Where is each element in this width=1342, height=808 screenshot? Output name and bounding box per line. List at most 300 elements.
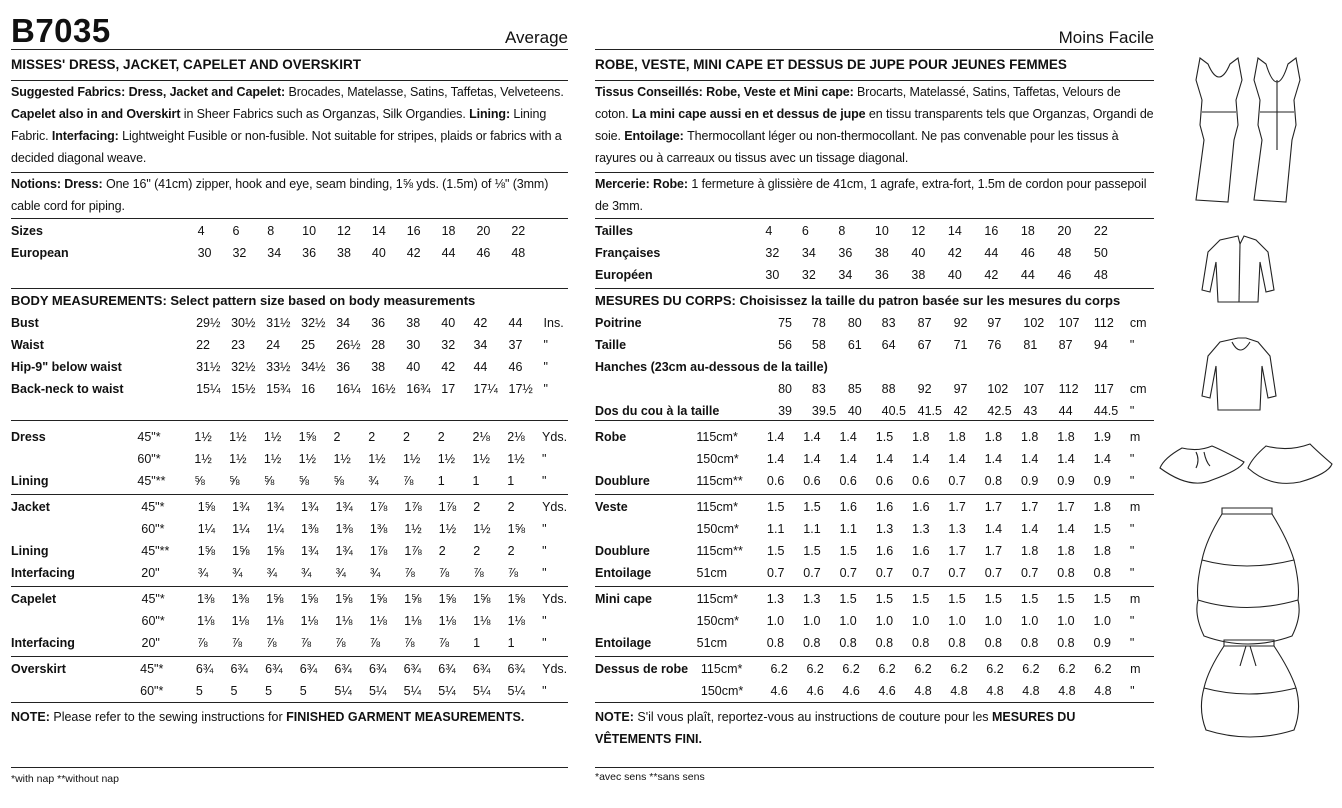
table-row — [11, 658, 568, 680]
fabric-width: 115cm* — [696, 430, 738, 444]
unit: " — [542, 474, 547, 488]
unit: cm — [1129, 316, 1147, 330]
value-cell: 0.7 — [803, 566, 821, 580]
table-row — [595, 264, 1154, 286]
unit: m — [1130, 662, 1141, 676]
value-cell: 43 — [1023, 404, 1038, 418]
value-cell: 1¾ — [335, 544, 353, 558]
value-cell: 1⅝ — [473, 592, 491, 606]
yardage-group — [595, 496, 1154, 584]
fabric-width: 45"** — [141, 544, 170, 558]
value-cell: 1⅛ — [438, 614, 456, 628]
value-cell: 0.9 — [1093, 474, 1111, 488]
value-cell: 6¾ — [472, 662, 491, 676]
table-row — [11, 242, 568, 264]
value-cell: 8 — [838, 224, 846, 238]
value-cell: 0.8 — [839, 636, 857, 650]
body-measurements-title: MESURES DU CORPS: Choisissez la taille du patron basée sur les mesures du corps — [595, 293, 1121, 308]
value-cell: 1½ — [263, 430, 282, 444]
text-run: Mercerie: Robe: — [595, 177, 692, 191]
fabric-width — [719, 334, 778, 356]
value-cell: 78 — [811, 316, 826, 330]
pattern-number: B7035 — [11, 12, 111, 49]
value-cell: ¾ — [266, 566, 278, 580]
row-label: Sizes — [11, 224, 43, 238]
unit — [1130, 220, 1154, 242]
row-label — [11, 680, 140, 702]
value-cell: 6.2 — [1058, 662, 1076, 676]
value-cell: 31½ — [266, 316, 291, 330]
table-row — [11, 426, 568, 448]
value-cell: ⅞ — [404, 566, 415, 580]
value-cell: 75 — [778, 316, 792, 330]
body-measurements-table — [11, 312, 568, 400]
garment-title: MISSES' DRESS, JACKET, CAPELET AND OVERSKIRT — [11, 57, 362, 72]
value-cell: 1½ — [229, 430, 247, 444]
value-cell: 6.2 — [986, 662, 1004, 676]
value-cell: 1.0 — [984, 614, 1002, 628]
value-cell: 6.2 — [770, 662, 788, 676]
fabric-width: 150cm* — [696, 452, 739, 466]
divider — [595, 586, 1154, 587]
row-label: Capelet — [11, 592, 57, 606]
value-cell: 1½ — [437, 452, 456, 466]
text-run: MESURES DU VÊTEMENTS FINI. — [595, 710, 1076, 746]
unit: " — [1129, 522, 1135, 536]
value-cell: 1 — [507, 474, 515, 488]
unit: " — [543, 382, 548, 396]
value-cell: 1.5 — [1093, 592, 1111, 606]
value-cell: 40 — [406, 360, 421, 374]
value-cell: 1½ — [333, 452, 351, 466]
value-cell: 71 — [953, 338, 968, 352]
unit: " — [1129, 404, 1135, 418]
table-row — [595, 378, 1154, 400]
value-cell: 92 — [917, 382, 932, 396]
value-cell: 38 — [406, 316, 421, 330]
value-cell: 5¼ — [438, 684, 456, 698]
value-cell: 1.1 — [767, 522, 785, 536]
unit: " — [542, 636, 547, 650]
table-row — [595, 610, 1154, 632]
value-cell: 6.2 — [914, 662, 932, 676]
value-cell: 14 — [947, 224, 962, 238]
table-row — [11, 356, 568, 378]
fabric-width: 150cm* — [700, 684, 744, 698]
value-cell: ¾ — [368, 474, 379, 488]
value-cell: 1½ — [402, 452, 421, 466]
notions-text — [595, 173, 1154, 217]
value-cell: 4.6 — [842, 684, 860, 698]
value-cell: 1.5 — [839, 544, 857, 558]
value-cell: 5¼ — [472, 684, 491, 698]
value-cell: 32 — [232, 246, 247, 260]
value-cell: 2⅛ — [507, 430, 525, 444]
value-cell: 0.6 — [875, 474, 894, 488]
unit: " — [1129, 452, 1135, 466]
value-cell: 5 — [299, 684, 307, 698]
value-cell: 1.8 — [1057, 544, 1075, 558]
value-cell: 1.0 — [911, 614, 930, 628]
value-cell: 1⅞ — [404, 500, 422, 514]
value-cell: 1.6 — [912, 544, 930, 558]
value-cell: 1.8 — [1020, 544, 1039, 558]
yardage-group — [11, 496, 568, 584]
notions-text — [11, 173, 568, 217]
value-cell: 0.7 — [767, 566, 785, 580]
row-label: Poitrine — [595, 316, 642, 330]
text-run: S'il vous plaît, reportez-vous au instructions de couture pour les — [637, 710, 993, 724]
text-run: 1 fermeture à glissière de 41cm, 1 agrafe, extra-fort, 1.5m de cordon pour passepoil de 3mm. — [595, 177, 1147, 213]
value-cell: 42 — [441, 360, 456, 374]
fabric-width: 115cm* — [696, 592, 739, 606]
divider — [595, 494, 1154, 495]
fabric-width — [144, 220, 197, 242]
fabric-width: 45"* — [137, 430, 161, 444]
value-cell: 0.8 — [875, 636, 894, 650]
row-label: Interfacing — [11, 636, 75, 650]
value-cell: 1 — [507, 636, 515, 650]
value-cell: 32 — [801, 268, 816, 282]
unit: " — [1129, 338, 1135, 352]
unit: " — [543, 360, 548, 374]
yardage-group — [595, 588, 1154, 654]
value-cell: 32 — [441, 338, 456, 352]
value-cell: 39.5 — [811, 404, 837, 418]
value-cell: 1.8 — [1057, 430, 1075, 444]
value-cell: 40 — [911, 246, 926, 260]
value-cell: 4.8 — [914, 684, 932, 698]
fabric-width: 150cm* — [696, 522, 739, 536]
value-cell: 42 — [406, 246, 421, 260]
value-cell: 5 — [195, 684, 203, 698]
value-cell: 0.7 — [948, 474, 966, 488]
table-row — [595, 680, 1154, 702]
value-cell: 83 — [811, 382, 826, 396]
value-cell: 12 — [337, 224, 351, 238]
value-cell: 36 — [838, 246, 853, 260]
value-cell: 1.8 — [1093, 544, 1111, 558]
value-cell: ⅞ — [404, 636, 415, 650]
row-label: Entoilage — [595, 636, 652, 650]
row-label — [595, 448, 696, 470]
value-cell: ⅞ — [266, 636, 277, 650]
value-cell: ⅝ — [229, 474, 240, 488]
value-cell: 1½ — [472, 452, 490, 466]
value-cell: 40 — [947, 268, 962, 282]
unit: " — [542, 544, 547, 558]
value-cell: 12 — [911, 224, 926, 238]
table-row — [595, 470, 1154, 492]
value-cell: 2 — [507, 500, 515, 514]
value-cell: 5¼ — [334, 684, 352, 698]
value-cell: 1⅞ — [404, 544, 422, 558]
divider — [595, 656, 1154, 657]
value-cell: 5 — [265, 684, 273, 698]
value-cell: 42.5 — [987, 404, 1012, 418]
value-cell: 1.3 — [912, 522, 930, 536]
capelet-back-drawing — [1248, 444, 1332, 483]
table-row — [11, 632, 568, 654]
unit: Yds. — [542, 500, 568, 514]
value-cell: 34 — [267, 246, 282, 260]
value-cell: 1.5 — [875, 430, 894, 444]
value-cell: 1.3 — [766, 592, 785, 606]
row-label: Robe — [595, 430, 627, 444]
value-cell: 24 — [266, 338, 281, 352]
value-cell: 40 — [371, 246, 386, 260]
value-cell: 87 — [1058, 338, 1073, 352]
value-cell: 1.5 — [803, 500, 821, 514]
fabric-width: 51cm — [696, 636, 728, 650]
value-cell: 4.6 — [806, 684, 824, 698]
divider — [11, 656, 568, 657]
value-cell: 64 — [881, 338, 896, 352]
value-cell: 1.0 — [1020, 614, 1039, 628]
value-cell: ⅞ — [473, 566, 484, 580]
value-cell: 1.4 — [984, 452, 1003, 466]
value-cell: ⅝ — [194, 474, 205, 488]
row-label — [11, 448, 137, 470]
fabric-width: 115cm* — [696, 500, 738, 514]
text-run: NOTE: — [11, 710, 54, 724]
value-cell: 16¼ — [336, 382, 361, 396]
value-cell: 1⅝ — [266, 592, 284, 606]
value-cell: 4.8 — [986, 684, 1004, 698]
value-cell: 1½ — [298, 452, 317, 466]
unit: " — [1129, 566, 1135, 580]
value-cell: 1.4 — [803, 430, 821, 444]
value-cell: 1⅛ — [197, 614, 215, 628]
value-cell: 6¾ — [334, 662, 352, 676]
value-cell: 112 — [1058, 382, 1079, 396]
value-cell: 28 — [371, 338, 386, 352]
text-run: Suggested Fabrics: Dress, Jacket and Capelet: — [11, 85, 289, 99]
value-cell: 38 — [337, 246, 351, 260]
value-cell: 1.5 — [948, 592, 966, 606]
value-cell: 1¾ — [301, 544, 319, 558]
value-cell: 80 — [778, 382, 792, 396]
fabric-width: 45"* — [141, 592, 165, 606]
value-cell: 1.4 — [1020, 522, 1039, 536]
overskirt-front-drawing — [1197, 508, 1299, 644]
value-cell: ¾ — [232, 566, 243, 580]
value-cell: 1.4 — [803, 452, 821, 466]
table-row — [595, 540, 1154, 562]
value-cell: 0.8 — [948, 636, 966, 650]
value-cell: 0.9 — [1093, 636, 1111, 650]
value-cell: 80 — [847, 316, 862, 330]
table-row — [11, 680, 568, 702]
value-cell: 1⅞ — [438, 500, 457, 514]
value-cell: 6¾ — [230, 662, 248, 676]
value-cell: 0.9 — [1020, 474, 1039, 488]
value-cell: 0.7 — [875, 566, 894, 580]
row-label: European — [11, 246, 69, 260]
text-run: Entoilage: — [624, 129, 688, 143]
value-cell: 6.2 — [806, 662, 824, 676]
unit: " — [542, 614, 547, 628]
value-cell: 1.4 — [948, 452, 966, 466]
value-cell: 0.7 — [1020, 566, 1039, 580]
value-cell: 1.0 — [1093, 614, 1111, 628]
value-cell: 44 — [1020, 268, 1035, 282]
value-cell: 1.5 — [984, 592, 1002, 606]
value-cell: 36 — [874, 268, 889, 282]
unit: Ins. — [543, 316, 564, 330]
value-cell: 1.9 — [1093, 430, 1111, 444]
row-label — [595, 378, 719, 400]
row-label: Jacket — [11, 500, 50, 514]
table-row — [11, 312, 568, 334]
row-label: Doublure — [595, 544, 650, 558]
value-cell: 1.1 — [803, 522, 821, 536]
value-cell: 1.4 — [984, 522, 1003, 536]
technical-drawings — [1160, 40, 1340, 740]
value-cell: 1⅜ — [301, 522, 319, 536]
text-run: Lining: — [469, 107, 514, 121]
value-cell: 0.7 — [984, 566, 1003, 580]
value-cell: ⅝ — [298, 474, 310, 488]
value-cell: 34 — [336, 316, 351, 330]
value-cell: 1.4 — [766, 430, 785, 444]
fabric-width — [144, 242, 197, 264]
table-row — [11, 448, 568, 470]
value-cell: 34 — [838, 268, 853, 282]
text-run: La mini cape aussi en et dessus de jupe — [631, 107, 869, 121]
value-cell: 0.8 — [1057, 566, 1075, 580]
value-cell: 6.2 — [842, 662, 860, 676]
value-cell: 0.8 — [766, 636, 785, 650]
value-cell: ¾ — [197, 566, 209, 580]
value-cell: 67 — [917, 338, 932, 352]
value-cell: 1.3 — [948, 522, 966, 536]
table-row — [11, 518, 568, 540]
value-cell: 29½ — [196, 316, 221, 330]
value-cell: 0.8 — [984, 636, 1002, 650]
value-cell: 8 — [267, 224, 275, 238]
row-label — [11, 518, 141, 540]
value-cell: 4.8 — [1058, 684, 1076, 698]
value-cell: 1.7 — [948, 500, 966, 514]
row-label: Bust — [11, 316, 39, 330]
value-cell: 2 — [507, 544, 515, 558]
row-label: Veste — [595, 500, 628, 514]
value-cell: 1 — [437, 474, 445, 488]
fabric-width — [719, 312, 778, 334]
value-cell: 0.8 — [911, 636, 930, 650]
yardage-group — [595, 426, 1154, 492]
value-cell: 16¾ — [406, 382, 431, 396]
value-cell: 0.8 — [1057, 636, 1075, 650]
fabric-width — [149, 312, 196, 334]
table-row — [11, 540, 568, 562]
text-run: Notions: Dress: — [11, 177, 106, 191]
table-row — [595, 518, 1154, 540]
value-cell: 5¼ — [507, 684, 525, 698]
text-run: NOTE: — [595, 710, 638, 724]
sizes-table — [595, 220, 1154, 286]
value-cell: 1.0 — [766, 614, 785, 628]
value-cell: ¾ — [369, 566, 381, 580]
value-cell: 42 — [984, 268, 999, 282]
value-cell: 44 — [473, 360, 488, 374]
table-row — [595, 562, 1154, 584]
value-cell: 0.6 — [766, 474, 785, 488]
value-cell: 42 — [953, 404, 968, 418]
value-cell: 1.4 — [1057, 522, 1075, 536]
value-cell: 1⅝ — [335, 592, 353, 606]
jacket-back-drawing — [1202, 338, 1276, 410]
value-cell: 1.8 — [1093, 500, 1111, 514]
row-label: Hip-9" below waist — [11, 360, 122, 374]
value-cell: 107 — [1023, 382, 1045, 396]
value-cell: 58 — [811, 338, 826, 352]
value-cell: 1.8 — [984, 430, 1003, 444]
value-cell: 56 — [778, 338, 792, 352]
table-row — [595, 426, 1154, 448]
fabric-width: 60"* — [140, 684, 164, 698]
value-cell: 44 — [984, 246, 999, 260]
row-label — [11, 610, 142, 632]
value-cell: 18 — [1020, 224, 1035, 238]
value-cell: 6 — [232, 224, 240, 238]
value-cell: 5¼ — [403, 684, 422, 698]
unit: " — [542, 684, 547, 698]
value-cell: 1.3 — [803, 592, 821, 606]
unit: m — [1129, 500, 1141, 514]
table-row — [595, 448, 1154, 470]
table-row — [595, 356, 1154, 378]
fabric-width: 115cm** — [696, 544, 743, 558]
table-row — [595, 496, 1154, 518]
value-cell: 5 — [230, 684, 238, 698]
value-cell: 4.8 — [1022, 684, 1040, 698]
difficulty-level: Average — [504, 28, 568, 47]
value-cell: 1.0 — [803, 614, 821, 628]
value-cell: 1⅝ — [369, 592, 387, 606]
value-cell: 4 — [765, 224, 773, 238]
row-label: Dress — [11, 430, 46, 444]
value-cell: 37 — [508, 338, 523, 352]
fabric-width: 60"* — [137, 452, 161, 466]
table-row — [595, 400, 1154, 422]
value-cell: 1⅛ — [473, 614, 491, 628]
value-cell: 1⅛ — [266, 614, 284, 628]
value-cell: 1¾ — [232, 500, 250, 514]
value-cell: 0.6 — [912, 474, 930, 488]
value-cell: 1⅛ — [300, 614, 318, 628]
value-cell: 38 — [911, 268, 926, 282]
value-cell: 6.2 — [950, 662, 968, 676]
row-label: Dessus de robe — [595, 662, 689, 676]
value-cell: 1½ — [194, 452, 212, 466]
garment-title: ROBE, VESTE, MINI CAPE ET DESSUS DE JUPE POUR JEUNES FEMMES — [595, 57, 1067, 72]
value-cell: 6¾ — [507, 662, 525, 676]
fabric-width: 60"* — [141, 614, 165, 628]
value-cell: 1⅛ — [231, 614, 249, 628]
value-cell: 1¾ — [266, 500, 284, 514]
value-cell: ¾ — [335, 566, 346, 580]
table-row — [11, 562, 568, 584]
row-label: Mini cape — [595, 592, 652, 606]
unit: cm — [1129, 382, 1147, 396]
fabric-width — [699, 220, 766, 242]
note-text — [595, 706, 1154, 750]
value-cell: ⅞ — [438, 566, 450, 580]
value-cell: 97 — [953, 382, 968, 396]
footnote: *with nap **without nap — [11, 773, 119, 785]
